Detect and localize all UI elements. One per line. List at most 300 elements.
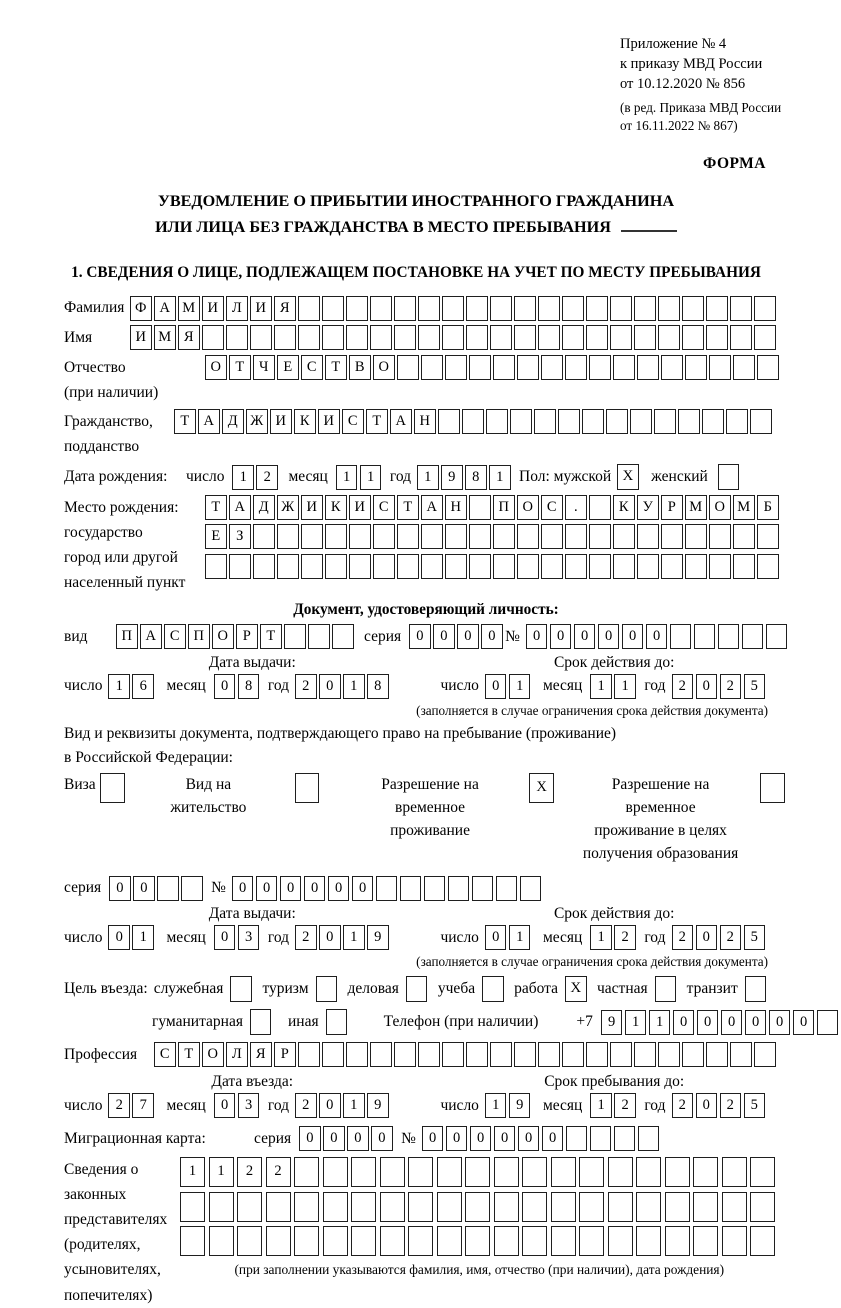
char-cell[interactable] [722, 1192, 747, 1222]
char-cell[interactable] [493, 355, 515, 380]
char-cell[interactable]: 0 [133, 876, 155, 901]
char-cell[interactable] [678, 409, 700, 434]
char-cell[interactable]: 0 [696, 925, 718, 950]
char-cell[interactable] [682, 325, 704, 350]
char-cell[interactable] [706, 1042, 728, 1067]
char-cell[interactable] [661, 524, 683, 549]
char-cell[interactable] [394, 325, 416, 350]
char-cell[interactable]: 0 [518, 1126, 540, 1151]
char-cell[interactable]: 9 [367, 1093, 389, 1118]
char-cell[interactable]: 1 [343, 674, 365, 699]
char-cell[interactable] [634, 1042, 656, 1067]
char-cell[interactable]: 1 [509, 674, 531, 699]
char-cell[interactable] [754, 1042, 776, 1067]
char-cell[interactable] [349, 554, 371, 579]
char-cell[interactable] [448, 876, 470, 901]
char-cell[interactable] [274, 325, 296, 350]
char-cell[interactable] [608, 1226, 633, 1256]
char-cell[interactable]: Т [174, 409, 196, 434]
char-cell[interactable] [465, 1157, 490, 1187]
char-cell[interactable] [202, 325, 224, 350]
char-cell[interactable] [294, 1157, 319, 1187]
char-cell[interactable] [682, 296, 704, 321]
char-cell[interactable] [408, 1192, 433, 1222]
char-cell[interactable]: 0 [214, 925, 236, 950]
char-cell[interactable]: 0 [256, 876, 278, 901]
char-cell[interactable] [181, 876, 203, 901]
char-cell[interactable]: О [709, 495, 731, 520]
char-cell[interactable]: 0 [485, 925, 507, 950]
char-cell[interactable]: 2 [720, 674, 742, 699]
char-cell[interactable] [610, 325, 632, 350]
purpose-other-checkbox[interactable] [326, 1009, 348, 1035]
char-cell[interactable] [637, 554, 659, 579]
char-cell[interactable]: 8 [367, 674, 389, 699]
char-cell[interactable]: 0 [481, 624, 503, 649]
char-cell[interactable]: 2 [295, 925, 317, 950]
char-cell[interactable] [332, 624, 354, 649]
char-cell[interactable] [301, 524, 323, 549]
char-cell[interactable]: Т [205, 495, 227, 520]
char-cell[interactable] [608, 1157, 633, 1187]
char-cell[interactable]: 5 [744, 674, 766, 699]
char-cell[interactable]: 0 [526, 624, 548, 649]
char-cell[interactable]: Л [226, 1042, 248, 1067]
char-cell[interactable]: 6 [132, 674, 154, 699]
char-cell[interactable] [253, 554, 275, 579]
char-cell[interactable]: Я [250, 1042, 272, 1067]
char-cell[interactable]: 0 [352, 876, 374, 901]
purpose-tourism-checkbox[interactable] [316, 976, 338, 1002]
char-cell[interactable] [380, 1192, 405, 1222]
char-cell[interactable]: 0 [280, 876, 302, 901]
char-cell[interactable]: 2 [237, 1157, 262, 1187]
char-cell[interactable]: Т [397, 495, 419, 520]
char-cell[interactable] [562, 1042, 584, 1067]
char-cell[interactable] [442, 296, 464, 321]
char-cell[interactable]: 1 [509, 925, 531, 950]
char-cell[interactable]: Т [325, 355, 347, 380]
char-cell[interactable]: 9 [601, 1010, 623, 1035]
purpose-humanitarian-checkbox[interactable] [250, 1009, 272, 1035]
char-cell[interactable] [442, 325, 464, 350]
char-cell[interactable]: С [342, 409, 364, 434]
char-cell[interactable] [579, 1157, 604, 1187]
char-cell[interactable]: И [202, 296, 224, 321]
char-cell[interactable] [750, 1192, 775, 1222]
char-cell[interactable]: Е [205, 524, 227, 549]
char-cell[interactable]: 1 [590, 674, 612, 699]
char-cell[interactable] [469, 554, 491, 579]
char-cell[interactable]: Ф [130, 296, 152, 321]
char-cell[interactable] [325, 554, 347, 579]
char-cell[interactable]: С [373, 495, 395, 520]
residence-permit-checkbox[interactable] [295, 773, 320, 803]
char-cell[interactable]: С [541, 495, 563, 520]
char-cell[interactable] [682, 1042, 704, 1067]
char-cell[interactable] [610, 1042, 632, 1067]
char-cell[interactable]: 0 [793, 1010, 815, 1035]
char-cell[interactable]: 1 [108, 674, 130, 699]
char-cell[interactable]: 2 [672, 1093, 694, 1118]
char-cell[interactable]: 1 [489, 465, 511, 490]
char-cell[interactable] [670, 624, 692, 649]
purpose-official-checkbox[interactable] [230, 976, 252, 1002]
char-cell[interactable] [586, 296, 608, 321]
char-cell[interactable] [718, 624, 740, 649]
char-cell[interactable]: 0 [232, 876, 254, 901]
char-cell[interactable]: 2 [672, 925, 694, 950]
char-cell[interactable] [346, 296, 368, 321]
char-cell[interactable] [424, 876, 446, 901]
char-cell[interactable] [322, 1042, 344, 1067]
char-cell[interactable]: 0 [598, 624, 620, 649]
char-cell[interactable]: Я [178, 325, 200, 350]
char-cell[interactable]: К [294, 409, 316, 434]
char-cell[interactable] [301, 554, 323, 579]
char-cell[interactable]: 7 [132, 1093, 154, 1118]
char-cell[interactable] [370, 325, 392, 350]
char-cell[interactable]: В [349, 355, 371, 380]
char-cell[interactable] [418, 1042, 440, 1067]
char-cell[interactable] [589, 524, 611, 549]
char-cell[interactable] [514, 296, 536, 321]
char-cell[interactable] [636, 1192, 661, 1222]
char-cell[interactable]: 2 [672, 674, 694, 699]
char-cell[interactable] [408, 1157, 433, 1187]
char-cell[interactable] [469, 495, 491, 520]
char-cell[interactable]: 9 [509, 1093, 531, 1118]
char-cell[interactable]: 1 [590, 925, 612, 950]
char-cell[interactable]: 9 [367, 925, 389, 950]
char-cell[interactable]: 0 [745, 1010, 767, 1035]
char-cell[interactable] [180, 1226, 205, 1256]
char-cell[interactable] [637, 524, 659, 549]
char-cell[interactable]: Д [222, 409, 244, 434]
char-cell[interactable] [658, 1042, 680, 1067]
char-cell[interactable] [486, 409, 508, 434]
char-cell[interactable] [490, 1042, 512, 1067]
char-cell[interactable] [400, 876, 422, 901]
char-cell[interactable] [665, 1157, 690, 1187]
char-cell[interactable]: 0 [721, 1010, 743, 1035]
char-cell[interactable] [277, 524, 299, 549]
char-cell[interactable] [757, 554, 779, 579]
char-cell[interactable] [658, 325, 680, 350]
char-cell[interactable] [661, 554, 683, 579]
char-cell[interactable] [514, 1042, 536, 1067]
char-cell[interactable] [726, 409, 748, 434]
char-cell[interactable]: 0 [409, 624, 431, 649]
char-cell[interactable]: 0 [371, 1126, 393, 1151]
char-cell[interactable]: 0 [446, 1126, 468, 1151]
char-cell[interactable] [346, 1042, 368, 1067]
char-cell[interactable] [613, 554, 635, 579]
char-cell[interactable] [730, 1042, 752, 1067]
char-cell[interactable] [493, 524, 515, 549]
char-cell[interactable]: 2 [614, 1093, 636, 1118]
char-cell[interactable] [541, 355, 563, 380]
char-cell[interactable] [538, 1042, 560, 1067]
char-cell[interactable]: 1 [360, 465, 382, 490]
char-cell[interactable] [654, 409, 676, 434]
char-cell[interactable]: 9 [441, 465, 463, 490]
char-cell[interactable] [702, 409, 724, 434]
char-cell[interactable] [465, 1192, 490, 1222]
char-cell[interactable]: 1 [649, 1010, 671, 1035]
char-cell[interactable] [608, 1192, 633, 1222]
char-cell[interactable] [551, 1157, 576, 1187]
char-cell[interactable]: А [229, 495, 251, 520]
char-cell[interactable] [266, 1226, 291, 1256]
char-cell[interactable] [373, 554, 395, 579]
char-cell[interactable]: 0 [319, 674, 341, 699]
char-cell[interactable] [709, 554, 731, 579]
char-cell[interactable]: 0 [304, 876, 326, 901]
char-cell[interactable]: 0 [696, 674, 718, 699]
char-cell[interactable]: О [212, 624, 234, 649]
char-cell[interactable] [514, 325, 536, 350]
char-cell[interactable] [322, 325, 344, 350]
char-cell[interactable] [298, 1042, 320, 1067]
char-cell[interactable] [613, 355, 635, 380]
char-cell[interactable] [541, 554, 563, 579]
char-cell[interactable]: 0 [622, 624, 644, 649]
char-cell[interactable]: М [178, 296, 200, 321]
char-cell[interactable] [380, 1157, 405, 1187]
char-cell[interactable] [373, 524, 395, 549]
char-cell[interactable]: Ч [253, 355, 275, 380]
temp-permit-checkbox[interactable]: X [529, 773, 554, 803]
char-cell[interactable]: О [517, 495, 539, 520]
char-cell[interactable] [722, 1226, 747, 1256]
char-cell[interactable]: Т [366, 409, 388, 434]
char-cell[interactable]: 2 [256, 465, 278, 490]
char-cell[interactable] [408, 1226, 433, 1256]
char-cell[interactable]: 1 [180, 1157, 205, 1187]
char-cell[interactable] [565, 554, 587, 579]
char-cell[interactable] [442, 1042, 464, 1067]
char-cell[interactable]: 2 [266, 1157, 291, 1187]
char-cell[interactable]: С [301, 355, 323, 380]
char-cell[interactable]: Ж [246, 409, 268, 434]
char-cell[interactable] [469, 524, 491, 549]
sex-male-checkbox[interactable]: X [617, 464, 639, 490]
char-cell[interactable] [730, 296, 752, 321]
char-cell[interactable] [346, 325, 368, 350]
char-cell[interactable] [277, 554, 299, 579]
char-cell[interactable] [380, 1226, 405, 1256]
char-cell[interactable] [685, 524, 707, 549]
char-cell[interactable]: 1 [232, 465, 254, 490]
char-cell[interactable]: Ж [277, 495, 299, 520]
char-cell[interactable]: 0 [494, 1126, 516, 1151]
char-cell[interactable] [490, 296, 512, 321]
char-cell[interactable]: 1 [625, 1010, 647, 1035]
char-cell[interactable]: 0 [319, 1093, 341, 1118]
char-cell[interactable] [205, 554, 227, 579]
char-cell[interactable]: 1 [614, 674, 636, 699]
char-cell[interactable] [534, 409, 556, 434]
char-cell[interactable]: 0 [646, 624, 668, 649]
char-cell[interactable]: 1 [417, 465, 439, 490]
char-cell[interactable]: 1 [485, 1093, 507, 1118]
char-cell[interactable] [510, 409, 532, 434]
char-cell[interactable] [754, 296, 776, 321]
char-cell[interactable] [685, 554, 707, 579]
char-cell[interactable]: 0 [485, 674, 507, 699]
char-cell[interactable] [817, 1010, 839, 1035]
char-cell[interactable] [180, 1192, 205, 1222]
char-cell[interactable]: 0 [574, 624, 596, 649]
char-cell[interactable] [472, 876, 494, 901]
purpose-private-checkbox[interactable] [655, 976, 677, 1002]
char-cell[interactable]: Р [236, 624, 258, 649]
char-cell[interactable] [566, 1126, 588, 1151]
char-cell[interactable] [437, 1192, 462, 1222]
char-cell[interactable]: З [229, 524, 251, 549]
char-cell[interactable]: Р [661, 495, 683, 520]
char-cell[interactable]: 2 [108, 1093, 130, 1118]
char-cell[interactable]: 2 [295, 1093, 317, 1118]
purpose-study-checkbox[interactable] [482, 976, 504, 1002]
char-cell[interactable] [325, 524, 347, 549]
char-cell[interactable]: Л [226, 296, 248, 321]
char-cell[interactable] [582, 409, 604, 434]
char-cell[interactable] [589, 355, 611, 380]
char-cell[interactable]: Н [414, 409, 436, 434]
char-cell[interactable]: 3 [238, 925, 260, 950]
char-cell[interactable] [466, 325, 488, 350]
char-cell[interactable] [322, 296, 344, 321]
char-cell[interactable]: С [154, 1042, 176, 1067]
char-cell[interactable]: К [325, 495, 347, 520]
char-cell[interactable]: М [685, 495, 707, 520]
char-cell[interactable] [634, 296, 656, 321]
char-cell[interactable] [466, 1042, 488, 1067]
char-cell[interactable] [465, 1226, 490, 1256]
char-cell[interactable]: И [301, 495, 323, 520]
char-cell[interactable]: И [318, 409, 340, 434]
char-cell[interactable] [496, 876, 518, 901]
char-cell[interactable]: 1 [209, 1157, 234, 1187]
char-cell[interactable] [742, 624, 764, 649]
char-cell[interactable] [558, 409, 580, 434]
char-cell[interactable]: П [188, 624, 210, 649]
char-cell[interactable] [636, 1157, 661, 1187]
char-cell[interactable] [589, 554, 611, 579]
char-cell[interactable] [437, 1157, 462, 1187]
char-cell[interactable] [757, 524, 779, 549]
char-cell[interactable]: 2 [720, 925, 742, 950]
char-cell[interactable] [209, 1192, 234, 1222]
char-cell[interactable]: А [421, 495, 443, 520]
char-cell[interactable]: 0 [109, 876, 131, 901]
char-cell[interactable]: 0 [108, 925, 130, 950]
char-cell[interactable]: 0 [299, 1126, 321, 1151]
char-cell[interactable] [397, 554, 419, 579]
char-cell[interactable] [517, 355, 539, 380]
char-cell[interactable] [579, 1226, 604, 1256]
edu-permit-checkbox[interactable] [760, 773, 785, 803]
char-cell[interactable] [323, 1192, 348, 1222]
char-cell[interactable]: 2 [614, 925, 636, 950]
char-cell[interactable]: 0 [328, 876, 350, 901]
char-cell[interactable] [469, 355, 491, 380]
char-cell[interactable] [733, 524, 755, 549]
char-cell[interactable] [637, 355, 659, 380]
char-cell[interactable]: О [202, 1042, 224, 1067]
char-cell[interactable] [589, 495, 611, 520]
char-cell[interactable]: 0 [323, 1126, 345, 1151]
char-cell[interactable] [490, 325, 512, 350]
char-cell[interactable] [349, 524, 371, 549]
char-cell[interactable] [661, 355, 683, 380]
char-cell[interactable]: П [493, 495, 515, 520]
sex-female-checkbox[interactable] [718, 464, 740, 490]
char-cell[interactable]: 8 [465, 465, 487, 490]
char-cell[interactable]: 0 [457, 624, 479, 649]
char-cell[interactable]: И [130, 325, 152, 350]
char-cell[interactable]: Д [253, 495, 275, 520]
char-cell[interactable] [250, 325, 272, 350]
char-cell[interactable]: 1 [336, 465, 358, 490]
char-cell[interactable]: 1 [343, 1093, 365, 1118]
char-cell[interactable] [370, 296, 392, 321]
char-cell[interactable]: О [373, 355, 395, 380]
char-cell[interactable] [693, 1192, 718, 1222]
char-cell[interactable] [351, 1226, 376, 1256]
char-cell[interactable]: 2 [295, 674, 317, 699]
char-cell[interactable]: С [164, 624, 186, 649]
char-cell[interactable]: Р [274, 1042, 296, 1067]
char-cell[interactable] [709, 524, 731, 549]
char-cell[interactable] [606, 409, 628, 434]
char-cell[interactable] [522, 1226, 547, 1256]
char-cell[interactable]: 0 [697, 1010, 719, 1035]
char-cell[interactable] [394, 1042, 416, 1067]
char-cell[interactable] [750, 409, 772, 434]
char-cell[interactable]: М [733, 495, 755, 520]
char-cell[interactable]: 0 [470, 1126, 492, 1151]
char-cell[interactable] [237, 1192, 262, 1222]
char-cell[interactable]: 1 [343, 925, 365, 950]
char-cell[interactable] [730, 325, 752, 350]
char-cell[interactable]: 3 [238, 1093, 260, 1118]
char-cell[interactable] [494, 1192, 519, 1222]
char-cell[interactable] [517, 554, 539, 579]
char-cell[interactable] [157, 876, 179, 901]
char-cell[interactable] [520, 876, 542, 901]
char-cell[interactable] [766, 624, 788, 649]
char-cell[interactable]: Т [260, 624, 282, 649]
char-cell[interactable] [565, 524, 587, 549]
char-cell[interactable] [538, 325, 560, 350]
char-cell[interactable] [445, 554, 467, 579]
char-cell[interactable]: Т [178, 1042, 200, 1067]
char-cell[interactable]: 0 [319, 925, 341, 950]
char-cell[interactable]: 5 [744, 925, 766, 950]
char-cell[interactable] [253, 524, 275, 549]
char-cell[interactable]: О [205, 355, 227, 380]
char-cell[interactable] [418, 325, 440, 350]
char-cell[interactable] [722, 1157, 747, 1187]
char-cell[interactable]: И [250, 296, 272, 321]
char-cell[interactable]: А [390, 409, 412, 434]
char-cell[interactable] [298, 296, 320, 321]
char-cell[interactable] [579, 1192, 604, 1222]
char-cell[interactable] [709, 355, 731, 380]
